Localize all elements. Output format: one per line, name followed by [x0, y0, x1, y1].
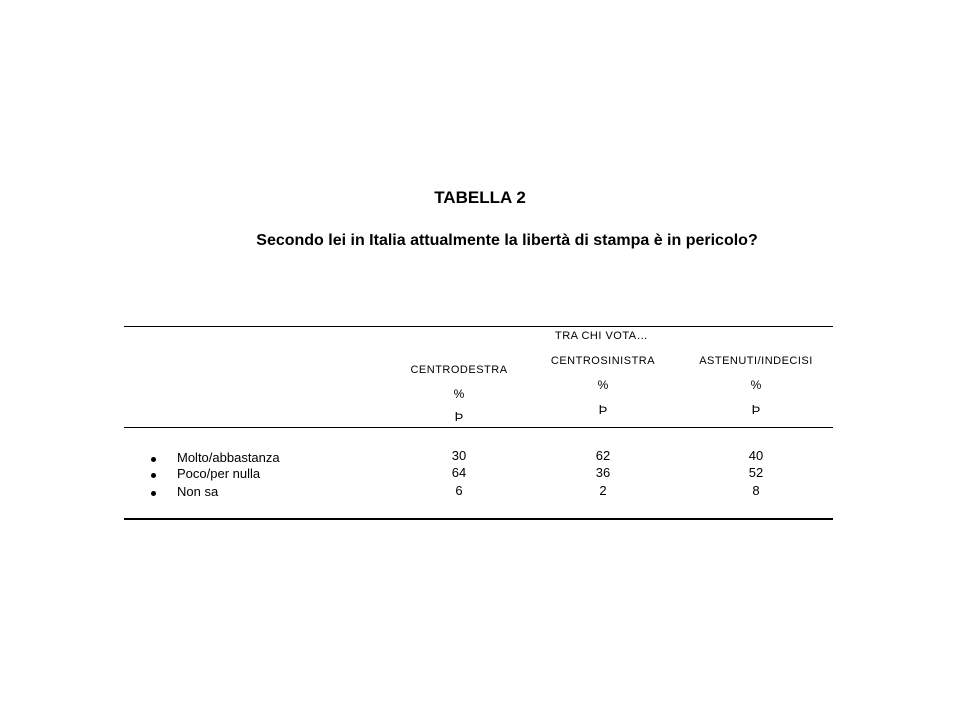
table-cell: 36 [595, 465, 611, 480]
column-header-astenuti-indecisi: ASTENUTI/INDECISI [699, 355, 813, 367]
table-bottom-rule [124, 518, 833, 520]
table-top-rule [124, 326, 833, 327]
table-cell: 2 [599, 483, 607, 498]
row-label-molto-abbastanza: Molto/abbastanza [177, 450, 280, 465]
column-unit-centrodestra: % [453, 387, 465, 401]
column-unit-astenuti-indecisi: % [750, 378, 762, 392]
column-marker-icon-centrodestra: Þ [454, 409, 464, 424]
column-marker-icon-centrosinistra: Þ [598, 402, 608, 417]
row-label-non-sa: Non sa [177, 484, 219, 499]
table-cell: 6 [455, 483, 463, 498]
bullet-icon [151, 491, 156, 496]
bullet-icon [151, 473, 156, 478]
table-cell: 40 [748, 448, 764, 463]
table-cell: 62 [595, 448, 611, 463]
table-header-rule [124, 427, 833, 428]
table-title: TABELLA 2 [434, 188, 526, 207]
column-unit-centrosinistra: % [597, 378, 609, 392]
table-cell: 52 [748, 465, 764, 480]
table-cell: 30 [451, 448, 467, 463]
column-header-centrosinistra: CENTROSINISTRA [550, 355, 656, 367]
column-marker-icon-astenuti-indecisi: Þ [751, 402, 761, 417]
table-cell: 64 [451, 465, 467, 480]
column-header-centrodestra: CENTRODESTRA [410, 364, 508, 376]
table-cell: 8 [752, 483, 760, 498]
bullet-icon [151, 457, 156, 462]
group-header: TRA CHI VOTA… [555, 330, 649, 342]
row-label-poco-per-nulla: Poco/per nulla [177, 466, 261, 481]
survey-question: Secondo lei in Italia attualmente la libertà di stampa è in pericolo? [256, 232, 758, 249]
